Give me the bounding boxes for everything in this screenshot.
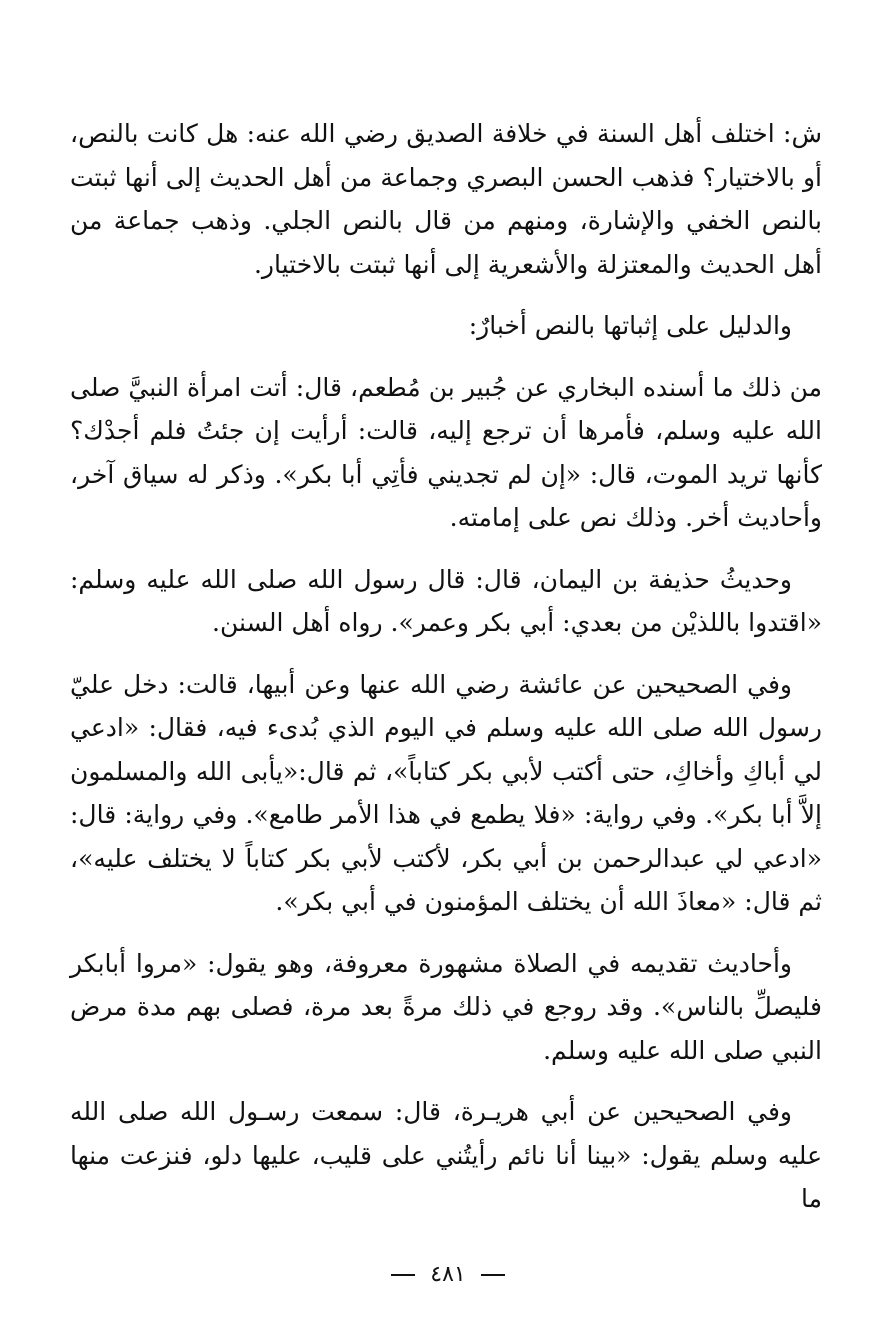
paragraph-3: من ذلك ما أسنده البخاري عن جُبير بن مُطعم، قال: أتت امرأة النبيَّ صلى الله عليه وسلم، فأمرها أن ترجع إليه، قالت: أرأيت إن جئتُ فلم أجدْك؟ كأنها تريد الموت، قال: «إن لم تجديني فأتِي أبا بكر». وذكر له سياق آخر، وأحاديث أخر. وذلك نص على إمامته. [70,372,822,532]
paragraph-2: والدليل على إثباتها بالنص أخبارٌ: [468,311,792,340]
paragraph-6: وأحاديث تقديمه في الصلاة مشهورة معروفة، وهو يقول: «مروا أبابكر فليصلِّ بالناس». وقد روجع في ذلك مرةً بعد مرة، فصلى بهم مدة مرض النبي صلى الله عليه وسلم. [70,948,822,1065]
footer-dash-right [481,1274,505,1276]
footer-dash-left [391,1274,415,1276]
paragraph-7: وفي الصحيحين عن أبي هريـرة، قال: سمعت رسـول الله صلى الله عليه وسلم يقول: «بينا أنا نائم رأيتُني على قليب، عليها دلو، فنزعت منها ما [70,1097,822,1213]
page-body [70,112,822,1239]
paragraph-4: وحديثُ حذيفة بن اليمان، قال: قال رسول الله صلى الله عليه وسلم: «اقتدوا باللذيْن من بعدي: أبي بكر وعمر». رواه أهل السنن. [70,564,822,637]
paragraph-5: وفي الصحيحين عن عائشة رضي الله عنها وعن أبيها، قالت: دخل عليّ رسول الله صلى الله عليه وسلم في اليوم الذي بُدىء فيه، فقال: «ادعي لي أباكِ وأخاكِ، حتى أكتب لأبي بكر كتاباً»، ثم قال:«يأبى الله والمسلمون إلاَّ أبا بكر». وفي رواية: «فلا يطمع في هذا الأمر طامع». وفي رواية: قال: «ادعي لي عبدالرحمن بن أبي بكر، لأكتب لأبي بكر كتاباً لا يختلف عليه»، ثم قال: «معاذَ الله أن يختلف المؤمنون في أبي بكر». [70,669,822,916]
page-number: ٤٨١ [430,1262,466,1287]
paragraph-1: ش: اختلف أهل السنة في خلافة الصديق رضي الله عنه: هل كانت بالنص، أو بالاختيار؟ فذهب الحسن البصري وجماعة من أهل الحديث إلى أنها ثبتت بالنص الخفي والإشارة، ومنهم من قال بالنص الجلي. وذهب جماعة من أهل الحديث والمعتزلة والأشعرية إلى أنها ثبتت بالاختيار. [70,119,822,279]
page-footer [0,1262,896,1287]
